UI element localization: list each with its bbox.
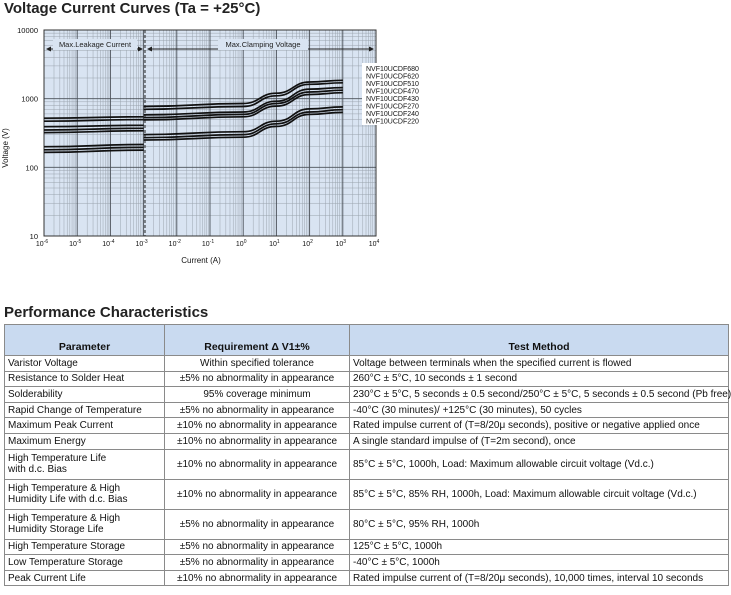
x-tick-label: $10^1$ [269,239,280,248]
x-tick-label: $10^2$ [302,239,313,248]
table-row [5,479,729,509]
cell-test-method: 80°C ± 5°C, 95% RH, 1000h [350,509,729,539]
table-row [5,356,729,372]
table-row [5,555,729,571]
header-parameter: Parameter [5,325,165,356]
cell-test-method: A single standard impulse of (T=2m second), once [350,433,729,449]
cell-parameter [5,402,165,418]
table-row [5,371,729,387]
voltage-current-chart [0,18,419,268]
x-tick-label: $10^3$ [335,239,347,248]
cell-test-method: 125°C ± 5°C, 1000h [350,539,729,555]
cell-test-method: 85°C ± 5°C, 85% RH, 1000h, Load: Maximum allowable circuit voltage (Vd.c.) [350,479,729,509]
x-tick-label: $10^4$ [368,239,380,248]
y-tick-label: 1000 [21,94,38,104]
x-tick-label: $10^{-5}$ [69,239,82,248]
table-row [5,402,729,418]
parameter-line: Maximum Peak Current [8,420,114,432]
parameter-line: Solderability [8,388,63,400]
cell-requirement: 95% coverage minimum [165,387,350,403]
cell-requirement: ±5% no abnormality in appearance [165,539,350,555]
x-tick-label: $10^{-2}$ [168,239,181,248]
chart-title: Voltage Current Curves (Ta = +25°C) [4,0,261,17]
cell-parameter [5,539,165,555]
cell-requirement: ±5% no abnormality in appearance [165,509,350,539]
parameter-line: Humidity Life with d.c. Bias [8,494,128,506]
cell-parameter [5,570,165,586]
parameter-line: High Temperature & High [8,483,121,495]
parameter-line: High Temperature & High [8,513,121,525]
cell-parameter [5,371,165,387]
parameter-line: High Temperature Life [8,453,107,465]
cell-test-method: 85°C ± 5°C, 1000h, Load: Maximum allowable circuit voltage (Vd.c.) [350,449,729,479]
legend [362,63,424,126]
cell-test-method: -40°C ± 5°C, 1000h [350,555,729,571]
legend-entry: NVF10UCDF680 [366,66,419,73]
cell-requirement: ±5% no abnormality in appearance [165,402,350,418]
region-label-leakage: Max.Leakage Current [58,40,132,49]
table-row [5,509,729,539]
y-tick-label: 100 [25,163,38,173]
x-axis-label: Current (A) [181,256,221,265]
cell-test-method: 260°C ± 5°C, 10 seconds ± 1 second [350,371,729,387]
cell-parameter [5,418,165,434]
cell-requirement: ±10% no abnormality in appearance [165,433,350,449]
header-requirement: Requirement Δ V1±% [165,325,350,356]
table-row [5,570,729,586]
parameter-line: Low Temperature Storage [8,556,123,568]
legend-entry: NVF10UCDF470 [366,88,419,96]
legend-entry: NVF10UCDF430 [366,96,419,103]
parameter-line: Maximum Energy [8,435,86,447]
cell-parameter [5,356,165,372]
cell-parameter [5,509,165,539]
parameter-line: Peak Current Life [8,572,86,584]
cell-parameter [5,449,165,479]
cell-test-method: -40°C (30 minutes)/ +125°C (30 minutes), 50 cycles [350,402,729,418]
header-test-method: Test Method [350,325,729,356]
cell-requirement: ±10% no abnormality in appearance [165,479,350,509]
x-tick-label: $10^{-6}$ [35,239,49,248]
performance-table [4,324,729,586]
cell-requirement: ±5% no abnormality in appearance [165,371,350,387]
legend-entry: NVF10UCDF240 [366,111,419,118]
cell-test-method: Voltage between terminals when the specified current is flowed [350,356,729,372]
x-tick-label: $10^0$ [235,239,247,248]
parameter-line: Rapid Change of Temperature [8,404,142,416]
cell-requirement: ±5% no abnormality in appearance [165,555,350,571]
cell-test-method: 230°C ± 5°C, 5 seconds ± 0.5 second/250°C ± 5°C, 5 seconds ± 0.5 second (Pb free) [350,387,729,403]
y-tick-label: 10000 [17,26,38,35]
cell-requirement: ±10% no abnormality in appearance [165,418,350,434]
x-tick-labels [36,239,380,248]
parameter-line: Humidity Storage Life [8,524,104,536]
region-label-clamping: Max.Clamping Voltage [225,40,301,49]
table-row [5,433,729,449]
table-row [5,418,729,434]
table-header-row [5,325,729,356]
x-tick-label: $10^{-1}$ [201,239,215,248]
table-row [5,387,729,403]
table-row [5,539,729,555]
cell-test-method: Rated impulse current of (T=8/20μ seconds), positive or negative applied once [350,418,729,434]
cell-requirement: ±10% no abnormality in appearance [165,570,350,586]
cell-parameter [5,479,165,509]
cell-parameter [5,555,165,571]
cell-parameter [5,387,165,403]
legend-entry: NVF10UCDF220 [366,118,419,126]
cell-requirement: ±10% no abnormality in appearance [165,449,350,479]
performance-title: Performance Characteristics [4,304,209,321]
parameter-line: High Temperature Storage [8,541,126,553]
x-tick-label: $10^{-3}$ [135,239,148,248]
parameter-line: with d.c. Bias [8,464,67,476]
y-axis-label: Voltage (V) [1,128,10,168]
y-tick-label: 10 [29,232,38,241]
legend-entry: NVF10UCDF270 [366,103,419,111]
parameter-line: Varistor Voltage [8,357,78,369]
legend-entry: NVF10UCDF510 [366,81,419,88]
table-row [5,449,729,479]
y-tick-labels [17,26,38,241]
x-tick-label: $10^{-4}$ [102,239,115,248]
legend-entry: NVF10UCDF620 [366,73,419,81]
parameter-line: Resistance to Solder Heat [8,373,125,385]
cell-requirement: Within specified tolerance [165,356,350,372]
table-body [5,356,729,586]
cell-parameter [5,433,165,449]
cell-test-method: Rated impulse current of (T=8/20μ seconds), 10,000 times, interval 10 seconds [350,570,729,586]
